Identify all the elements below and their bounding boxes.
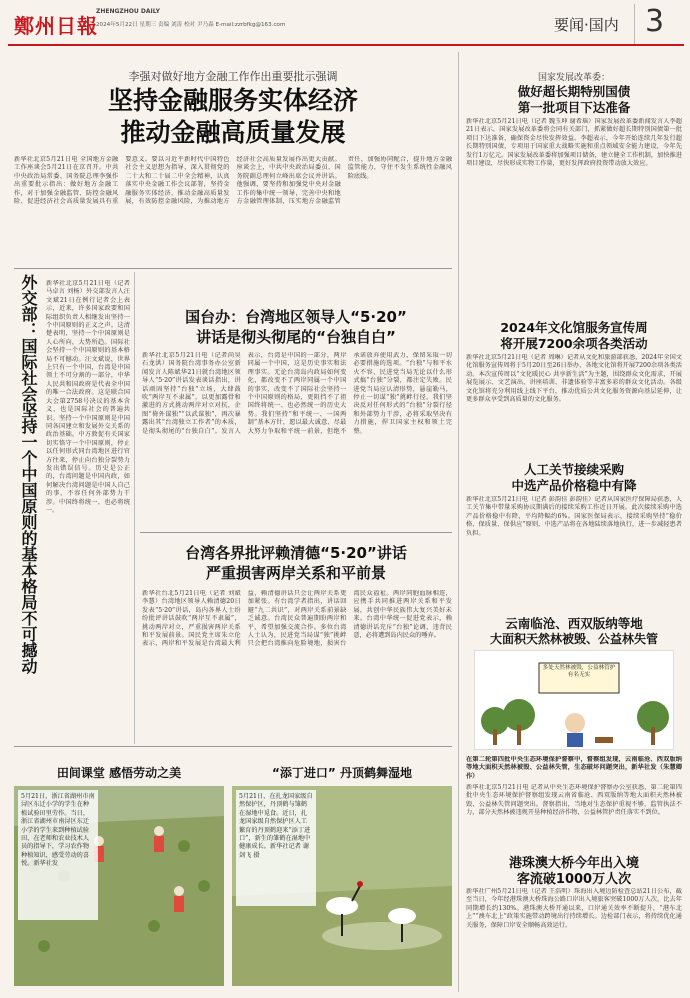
newspaper-logo: 鄭州日報	[14, 14, 98, 38]
rc5-body: 新华社广州5月21日电（记者 王浩明）珠海出入境边防检查总站21日公布，截至当日，今年经港珠澳大桥珠海公路口岸出入境旅客突破1000万人次，比去年同期增长约130%。港珠澳大桥开通以来，口岸通关效率不断提升，“港车北上”“澳车北上”政策实施带动跨境出行持续增长。边检部门表示，将持续优化通关服务，保障口岸安全顺畅高效运行。	[466, 888, 682, 929]
rc1-body: 新华社北京5月21日电（记者 魏玉坤 谢希瑶）国家发展改革委新闻发言人李超21日表示，国家发展改革委将会同有关部门，抓紧做好超长期特别国债第一批项目下达准备，确保资金尽快发挥效益。李超表示，今年开始连续几年发行超长期特别国债，专项用于国家重大战略实施和重点领域安全能力建设，今年先发行1万亿元。国家发展改革委将加强项目储备，建立健全工作机制，加快推进项目建设，尽快形成实物工作量，更好发挥政府投资带动放大效应。	[466, 118, 682, 168]
bottom-divider	[14, 746, 452, 747]
masthead	[0, 0, 690, 58]
page-number-box	[634, 4, 682, 44]
bm-caption: 5月21日，在扎龙国家级自然保护区，丹顶鹤与雏鹤在湿地中觅食。近日，扎龙国家级自然保护区人工繁育的丹顶鹤迎来“添丁进口”，新生的雏鹤在湿地中健康成长。新华社记者 谢剑飞 摄	[236, 790, 316, 906]
rc5-title-line1: 港珠澳大桥今年出入境	[508, 856, 639, 871]
lead-divider	[14, 268, 452, 269]
bl-title: 田间课堂 感悟劳动之美	[56, 766, 182, 780]
rc2-body: 新华社北京5月21日电（记者 周琳）记者从文化和旅游部获悉，2024年全国文化馆服务宣传周将于5月20日至26日举办，各地文化馆将开展7200余项各类活动。本次宣传周以“文化暖民心 共享新生活”为主题，围绕群众文化需求，开展展览展示、文艺演出、讲座培训、非遗体验等丰富多彩的群众文化活动。各级文化馆将充分利用线上线下平台，推动优质公共文化服务资源向基层延伸，让更多群众享受到高质量的文化服务。	[466, 354, 682, 404]
rc4-body: 新华社北京5月21日电 记者从中央生态环境保护督察办公室获悉，第二轮第四批中央生态环境保护督察组发现云南省临沧、西双版纳等地大面积天然林被毁、公益林失管问题突出。督察指出，当地对生态保护重视不够，监管执法不力，部分天然林被违规开垦种植经济作物，公益林管护责任落实不到位。	[466, 784, 682, 817]
tw-title-line1: 台湾各界批评赖清德“5·20”讲话	[185, 544, 407, 562]
rc1-title-line2: 第一批项目下达准备	[517, 100, 631, 115]
rc4-cartoon-sign: 多处天然林被毁，公益林管护有名无实	[542, 665, 616, 678]
mid-divider	[140, 532, 452, 533]
section-title: 要闻·国内	[554, 16, 619, 34]
bm-photo	[232, 786, 452, 986]
lead-title-line1: 坚持金融服务实体经济	[107, 86, 358, 115]
rc4-title-line2: 大面积天然林被毁、公益林失管	[489, 632, 658, 646]
rc1-title-line1: 做好超长期特别国债	[517, 84, 631, 99]
mid-body: 新华社北京5月21日电（记者尚昊 石龙洪）国务院台湾事务办公室新闻发言人陈斌华21日就台湾地区领导人“5·20”讲话发表谈话指出，讲话顽固坚持“台独”立场，大肆鼓吹“两岸互不隶属”，以更加露骨和激进的方式挑动两岸对立对抗，企图“倚外谋独”“以武谋独”，再次暴露出其“台湾独立工作者”的本质，是彻头彻尾的“台独自白”。发言人表示，台湾是中国的一部分，两岸同属一个中国，这是历史事实和法理事实。无论台湾岛内政局如何变化，都改变不了两岸同属一个中国的事实，改变不了国际社会坚持一个中国原则的格局，更阻挡不了祖国终将统一、也必然统一的历史大势。我们坚持“和平统一、一国两制”基本方针，愿以最大诚意、尽最大努力争取和平统一前景，但绝不承诺放弃使用武力，保留采取一切必要措施的选项。“台独”与和平水火不容，民进党当局无论以什么形式搞“台独”分裂，都注定失败。民进党当局应认清形势，悬崖勒马，停止一切谋“独”挑衅行径。我们坚决反对任何形式的“台独”分裂行径和外部势力干涉，必将采取坚决有力措施，捍卫国家主权和领土完整。	[142, 352, 452, 435]
rc4-caption: 在第二轮第四批中央生态环境保护督察中，督察组发现，云南临沧、西双版纳等地大面积天然林被毁、公益林失管，生态破坏问题突出，新华社发（朱慧卿作）	[466, 756, 682, 780]
sidebar-divider	[134, 272, 135, 744]
rc3-title-line2: 中选产品价格稳中有降	[511, 478, 637, 493]
bm-title: “添丁进口” 丹顶鹤舞湿地	[272, 766, 412, 780]
rc2-title-line1: 2024年文化馆服务宣传周	[500, 320, 648, 335]
sidebar-title: 外交部：国际社会坚持一个中国原则的基本格局不可撼动	[19, 274, 38, 674]
issue-info: 2024年5月22日 星期三 责编 刘涛 校对 尹乃森 E-mail:zzrbfkg@163.com	[96, 22, 286, 28]
rc2-title-line2: 将开展7200余项各类活动	[500, 336, 648, 351]
newspaper-en-name: ZHENGZHOU DAILY	[96, 8, 160, 15]
rc4-title-line1: 云南临沧、西双版纳等地	[505, 616, 643, 631]
tw-body: 新华社台北5月21日电（记者 刘斌 李慧）台湾地区领导人赖清德20日发表“5·20”讲话，岛内各界人士纷纷批评讲话鼓吹“两岸互不隶属”，挑动两岸对立，严重损害两岸关系和平发展前景。国民党主席朱立伦表示，两岸和平发展是台湾最大利益，赖清德讲话只会让两岸关系更加紧张。有台湾学者指出，讲话回避“九二共识”，对两岸关系前景缺乏诚意。台湾民众普遍期盼两岸和平，希望加强交流合作。多位台湾人士认为，民进党当局谋“独”挑衅只会把台湾推向危险境地，损害台湾民众福祉。两岸同胞血脉相连，应携手共同推进两岸关系和平发展，共创中华民族伟大复兴美好未来。台湾中华统一促进党表示，赖清德讲话充斥“台独”论调，违背民意，必将遭到岛内民众的唾弃。	[142, 590, 452, 648]
rc1-kicker: 国家发展改革委：	[537, 73, 610, 83]
lead-kicker: 李强对做好地方金融工作作出重要批示强调	[128, 70, 338, 83]
page-number: 3	[645, 4, 665, 39]
rc4-cartoon	[474, 650, 674, 750]
mid-title: 讲话是彻头彻尾的“台独自白”	[196, 328, 396, 346]
mid-kicker: 国台办：台湾地区领导人“5·20”	[185, 308, 407, 326]
bl-photo	[14, 786, 224, 986]
masthead-rule	[8, 44, 684, 46]
rc5-title-line2: 客流破1000万人次	[516, 872, 632, 887]
bl-caption: 5月21日，浙江省湖州市南浔区东迁小学的学生在种植试验田里劳作。当日，浙江省湖州市南浔区东迁小学的学生来到种植试验田，在老师和农业技术人员的指导下，学习农作物种植知识，感受劳动的喜悦。新华社发	[18, 790, 98, 920]
lead-title-line2: 推动金融高质量发展	[120, 118, 346, 147]
right-divider	[458, 52, 459, 992]
rc3-title-line1: 人工关节接续采购	[523, 462, 624, 477]
tw-title-line2: 严重损害两岸关系和平前景	[205, 564, 386, 582]
lead-body: 新华社北京5月21日电 全国地方金融工作座谈会5月21日在京召开。中共中央政治局常委、国务院总理李强作出重要批示指出：做好地方金融工作，对于加强金融监管、防控金融风险、促进经济社会高质量发展具有重要意义。要以习近平新时代中国特色社会主义思想为指导，深入贯彻党的二十大和二十届二中全会精神，认真落实中央金融工作会议部署，坚持金融服务实体经济，推动金融高质量发展，有效防控金融风险，为推动地方经济社会高质量发展作出更大贡献。座谈会上，中共中央政治局委员、国务院副总理何立峰出席会议并讲话。他强调，要坚持和加强党中央对金融工作的集中统一领导，完善中央和地方金融管理体制，压实地方金融监管责任，加强协同配合，提升地方金融监管能力，守住不发生系统性金融风险底线。	[14, 156, 452, 206]
rc3-body: 新华社北京5月21日电（记者 彭韵佳 彭韵佳）记者从国家医疗保障局获悉，人工关节集中带量采购协议期满后的接续采购工作近日开展。此次接续采购中选产品价格稳中有降，平均降幅约6%。国家医保局表示，接续采购坚持“稳价格、保质量、保供应”原则，中选产品将在各地陆续落地执行，进一步减轻患者负担。	[466, 496, 682, 537]
sidebar-body: 新华社北京5月21日电（记者马卓言 刘杨）外交部发言人汪文斌21日在例行记者会上表示，近来，许多国家政要和国际组织负责人相继发出坚持一个中国原则的正义之声。这清楚表明，坚持一个中国原则是人心所向，大势所趋。国际社会坚持一个中国原则的基本格局不可撼动。汪文斌说，世界上只有一个中国，台湾是中国领土不可分割的一部分，中华人民共和国政府是代表全中国的唯一合法政府。这是联合国大会第2758号决议的基本含义，也是国际社会的普遍共识。坚持一个中国原则是中国同各国建立和发展外交关系的政治基础。中方敦促有关国家切实恪守一个中国原则，停止以任何形式同台湾地区进行官方往来，停止向台独分裂势力发出错误信号。历史是公正的，台湾问题是中国内政，如何解决台湾问题是中国人自己的事，不容任何外部势力干涉。中国终将统一，也必将统一。	[46, 280, 130, 514]
